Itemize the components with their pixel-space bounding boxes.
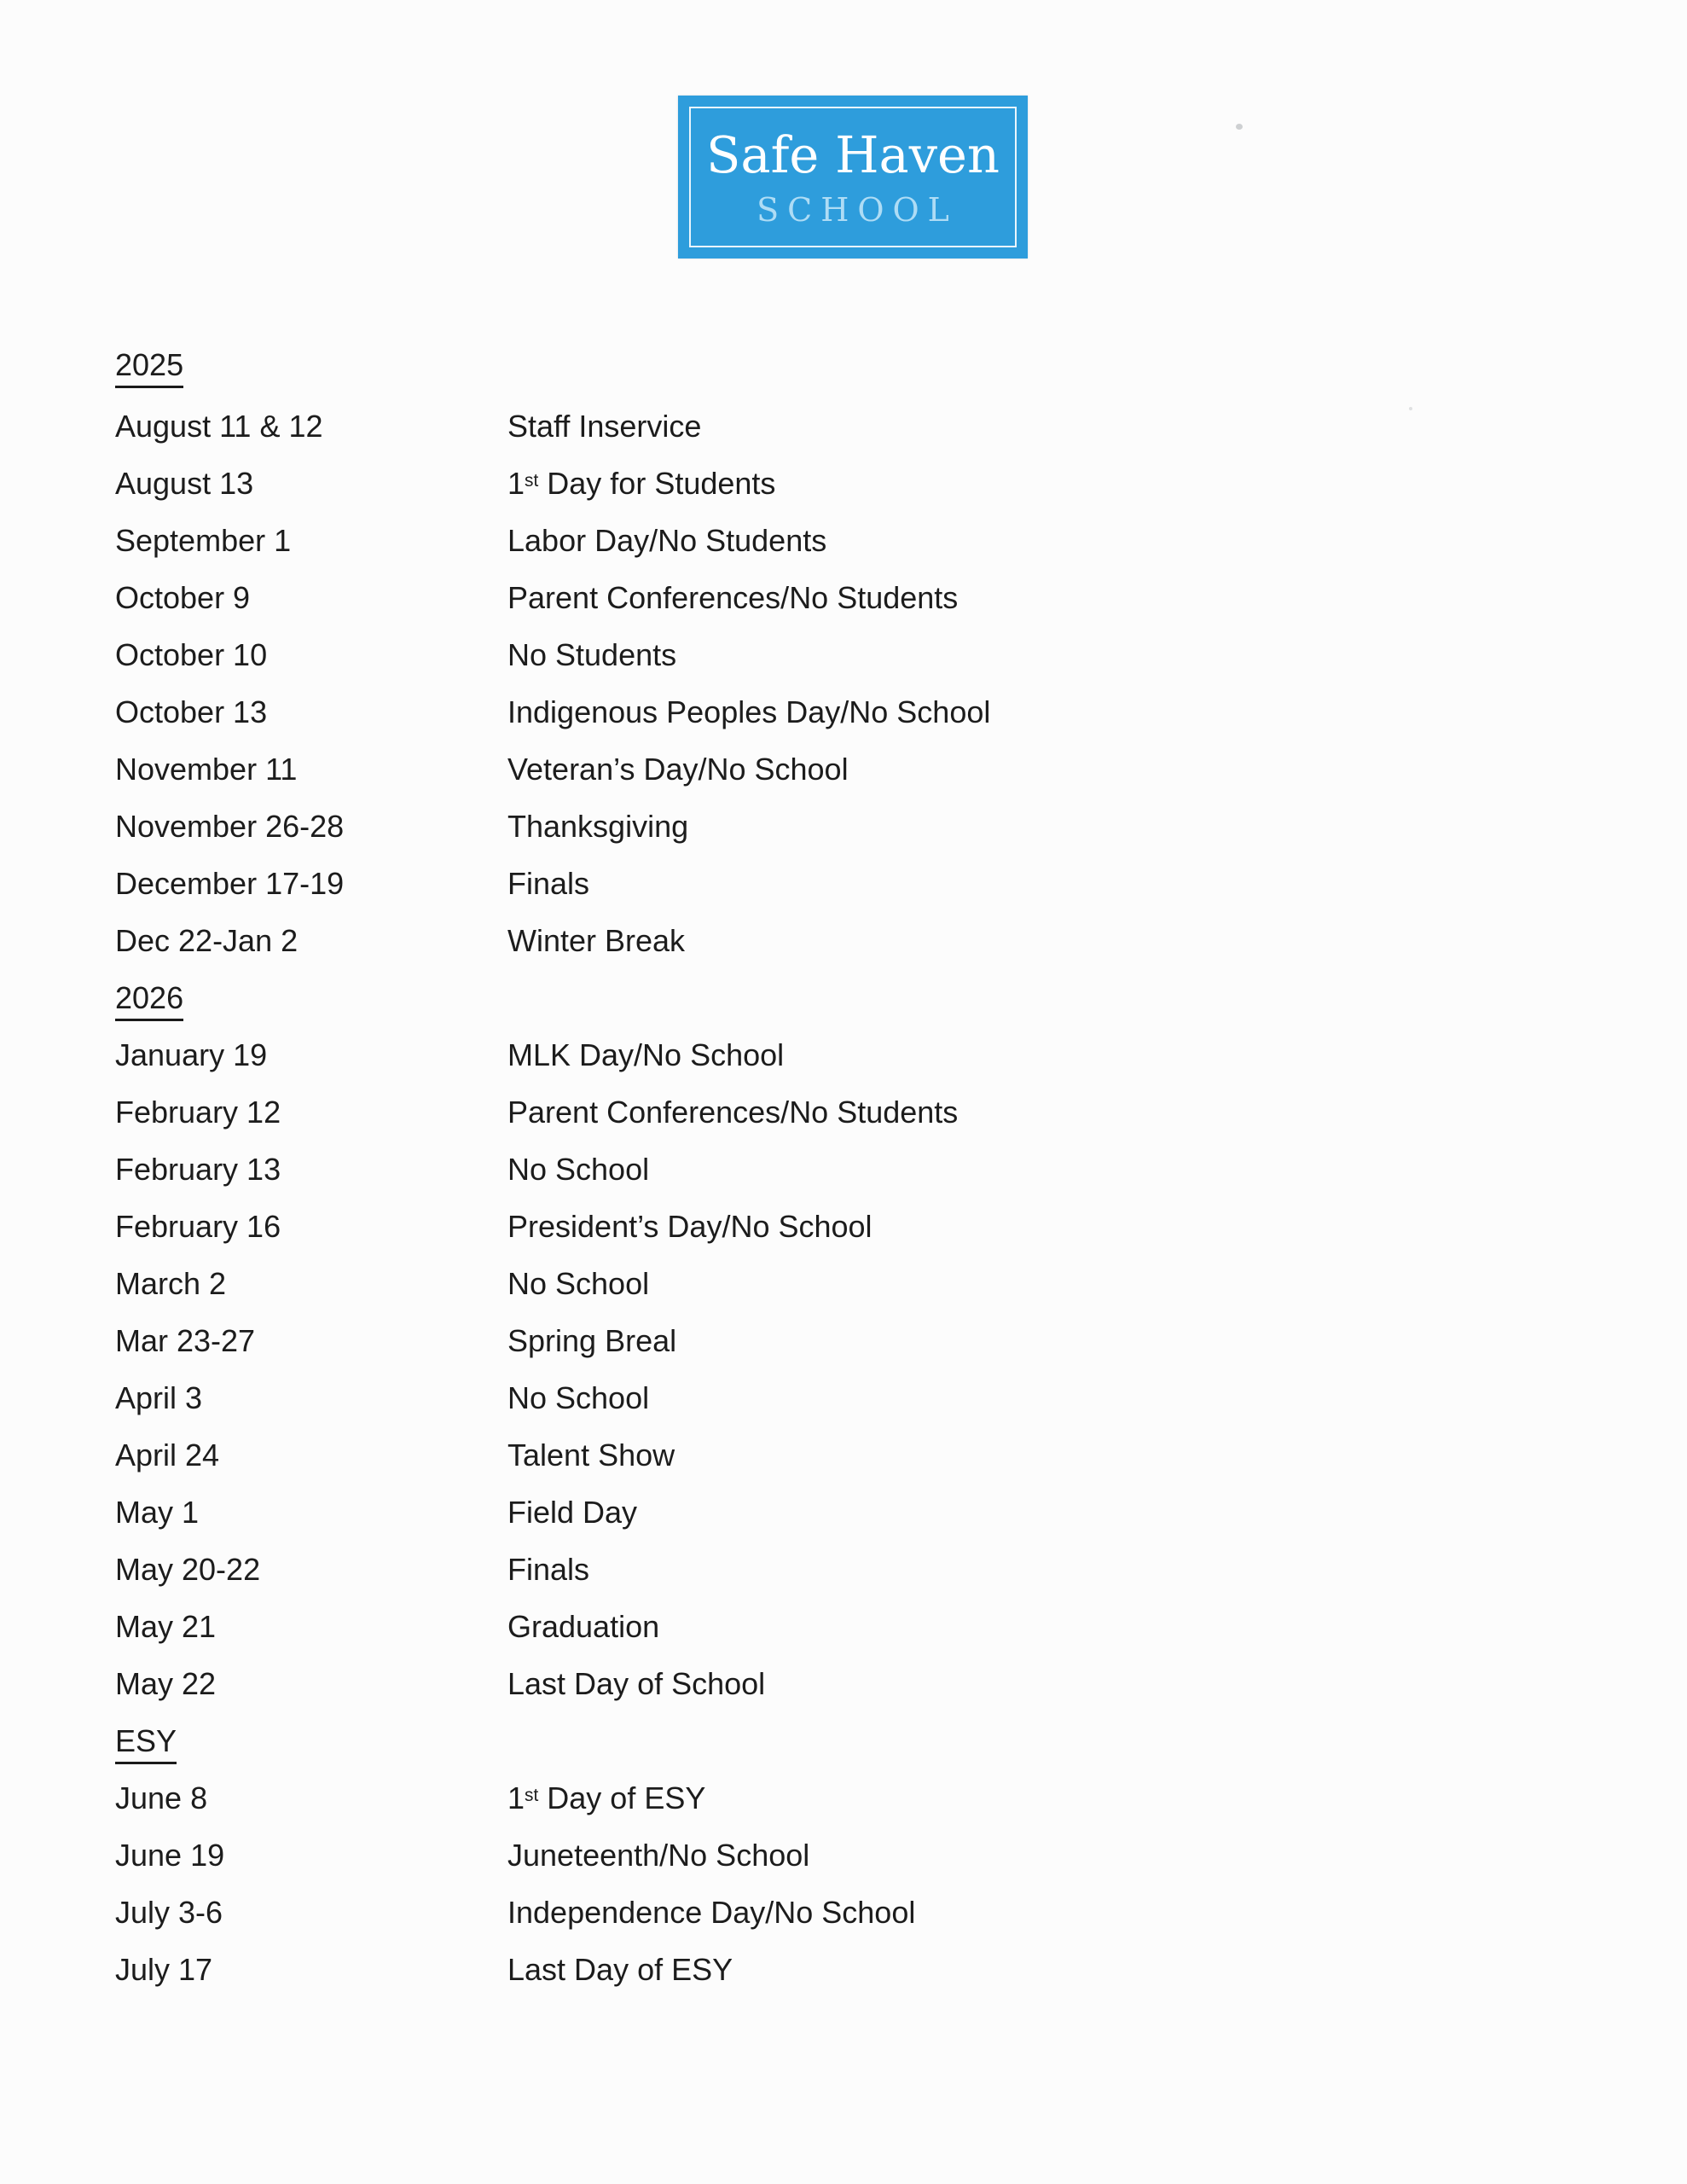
section-label: 2025 [115, 346, 183, 388]
event-date: March 2 [115, 1266, 227, 1301]
calendar-row [115, 1894, 1574, 1951]
scan-artifact [1236, 124, 1243, 130]
calendar-row [115, 1608, 1574, 1665]
calendar-row [115, 1151, 1574, 1208]
description-text: Spring Breal [507, 1323, 677, 1358]
event-date: August 13 [115, 466, 254, 501]
calendar-row [115, 579, 1574, 636]
event-date: November 26-28 [115, 809, 345, 844]
section-label: ESY [115, 1722, 177, 1764]
calendar-row [115, 1208, 1574, 1265]
description-text: Indigenous Peoples Day/No School [507, 694, 991, 729]
event-description [507, 1322, 1574, 1360]
event-date: February 16 [115, 1209, 281, 1244]
event-date: August 11 & 12 [115, 409, 323, 444]
event-description [507, 1265, 1574, 1303]
section-header-2026 [115, 979, 1574, 1037]
event-description [507, 922, 1574, 960]
event-date: Dec 22-Jan 2 [115, 923, 299, 958]
calendar-row [115, 1837, 1574, 1894]
calendar-row [115, 408, 1574, 465]
description-text: Winter Break [507, 923, 686, 958]
logo-subtitle: SCHOOL [757, 191, 958, 229]
event-description [507, 1094, 1574, 1131]
calendar-row [115, 922, 1574, 979]
description-text: Independence Day/No School [507, 1895, 916, 1930]
section-label: 2026 [115, 979, 183, 1021]
section-header-esy [115, 1722, 1574, 1780]
description-text: MLK Day/No School [507, 1037, 785, 1072]
calendar-row [115, 522, 1574, 579]
section-header-2025 [115, 346, 1574, 408]
event-description [507, 1494, 1574, 1531]
event-description [507, 751, 1574, 788]
description-text: Finals [507, 1552, 590, 1587]
calendar-row [115, 751, 1574, 808]
calendar-row [115, 1951, 1574, 2008]
description-text: Field Day [507, 1495, 638, 1530]
event-description [507, 1437, 1574, 1474]
description-text: Day of ESY [538, 1780, 706, 1815]
event-description [507, 1894, 1574, 1931]
event-date: November 11 [115, 752, 298, 787]
event-date: April 3 [115, 1380, 203, 1415]
calendar-list [115, 346, 1574, 2008]
description-text: No School [507, 1266, 650, 1301]
description-text: Juneteenth/No School [507, 1838, 810, 1873]
event-description [507, 808, 1574, 845]
description-text: Graduation [507, 1609, 660, 1644]
event-date: October 13 [115, 694, 268, 729]
event-description [507, 1780, 1574, 1817]
logo-title: Safe Haven [706, 125, 1000, 184]
event-description [507, 465, 1574, 502]
calendar-row [115, 865, 1574, 922]
event-description [507, 1551, 1574, 1589]
event-date: October 10 [115, 637, 268, 672]
school-logo [678, 96, 1028, 258]
calendar-row [115, 1380, 1574, 1437]
event-date: July 17 [115, 1952, 213, 1987]
event-description [507, 1837, 1574, 1874]
calendar-row [115, 1037, 1574, 1094]
description-text: Finals [507, 866, 590, 901]
description-text: Last Day of School [507, 1666, 766, 1701]
description-text: Veteran’s Day/No School [507, 752, 849, 787]
event-date: June 19 [115, 1838, 225, 1873]
calendar-row [115, 1494, 1574, 1551]
description-text: 1 [507, 466, 525, 501]
calendar-row [115, 1437, 1574, 1494]
calendar-row [115, 1780, 1574, 1837]
event-date: May 1 [115, 1495, 200, 1530]
event-date: September 1 [115, 523, 292, 558]
event-description [507, 1208, 1574, 1246]
ordinal-suffix: st [525, 470, 539, 491]
calendar-row [115, 465, 1574, 522]
event-date: April 24 [115, 1438, 220, 1472]
calendar-row [115, 808, 1574, 865]
description-text: No Students [507, 637, 677, 672]
event-description [507, 522, 1574, 560]
event-date: May 21 [115, 1609, 217, 1644]
description-text: Parent Conferences/No Students [507, 1095, 959, 1130]
description-text: Last Day of ESY [507, 1952, 733, 1987]
calendar-row [115, 1665, 1574, 1722]
event-description [507, 579, 1574, 617]
calendar-row [115, 1551, 1574, 1608]
event-date: October 9 [115, 580, 251, 615]
ordinal-suffix: st [525, 1785, 539, 1805]
calendar-row [115, 694, 1574, 751]
event-description [507, 1151, 1574, 1188]
calendar-row [115, 1265, 1574, 1322]
event-date: December 17-19 [115, 866, 345, 901]
calendar-row [115, 636, 1574, 694]
event-description [507, 1951, 1574, 1989]
calendar-row [115, 1322, 1574, 1380]
description-text: Parent Conferences/No Students [507, 580, 959, 615]
event-date: May 22 [115, 1666, 217, 1701]
description-text: Day for Students [538, 466, 776, 501]
event-date: February 13 [115, 1152, 281, 1187]
description-text: No School [507, 1152, 650, 1187]
event-date: July 3-6 [115, 1895, 223, 1930]
event-description [507, 636, 1574, 674]
event-date: February 12 [115, 1095, 281, 1130]
event-date: June 8 [115, 1780, 208, 1815]
event-date: May 20-22 [115, 1552, 261, 1587]
description-text: Staff Inservice [507, 409, 702, 444]
description-text: President’s Day/No School [507, 1209, 872, 1244]
description-text: 1 [507, 1780, 525, 1815]
description-text: Talent Show [507, 1438, 675, 1472]
event-description [507, 1608, 1574, 1646]
event-description [507, 865, 1574, 903]
calendar-row [115, 1094, 1574, 1151]
event-description [507, 1665, 1574, 1703]
event-date: Mar 23-27 [115, 1323, 256, 1358]
event-date: January 19 [115, 1037, 268, 1072]
event-description [507, 1037, 1574, 1074]
event-description [507, 694, 1574, 731]
description-text: No School [507, 1380, 650, 1415]
event-description [507, 408, 1574, 445]
description-text: Thanksgiving [507, 809, 689, 844]
event-description [507, 1380, 1574, 1417]
description-text: Labor Day/No Students [507, 523, 827, 558]
